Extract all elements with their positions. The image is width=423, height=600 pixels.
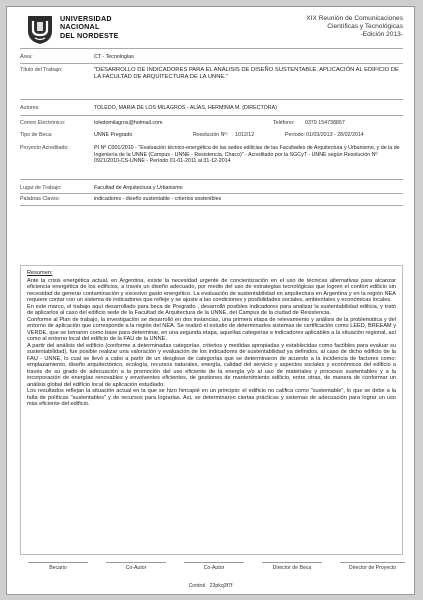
resolucion-label: Resolución Nº:	[193, 132, 228, 138]
palabras-value: indicadores - diseño sustentable - criterios sostenibles	[94, 196, 222, 202]
proyecto-value: PI Nº C001/2010 - "Evaluación técnico-energética de las sedes edilicias de las Facultades de Arquitectura y Urbanismo, y de la de Ingeniería de la UNNE (Campus - UNNE - Resistencia, Chaco)" - Acreditado por la SGCyT - UNNE según Resolución Nº 0921/2010-CS-UNNE - Período 01-01-2011 al 31-12-2014	[94, 145, 400, 164]
divider	[20, 115, 403, 116]
resumen-paragraph: Ante la crisis energética actual, en Argentina, existe la necesidad urgente de concientización en el uso de técnicas alternativas para alcanzar eficiencia energética de los edificios, a través un diseño adecuado, por medio del uso de estrategias tecnológicas que logren el confort edilicio sin necesidad de generar contaminación y excesivo gasto energético. La evaluación de sustentabilidad en arquitectura en Argentina y en la región NEA requiere contar con un sistema de indicadores que refleje y se ajuste a las condiciones y posibilidades sociales, ambientales y económicas locales.	[27, 277, 396, 303]
header	[7, 7, 414, 47]
document-page	[6, 6, 415, 595]
telefono-label: Teléfono:	[273, 120, 295, 126]
event-line: Científicas y Tecnológicas	[327, 23, 403, 30]
divider	[20, 48, 403, 49]
signature-row	[20, 562, 403, 574]
university-line: UNIVERSIDAD	[60, 14, 112, 23]
university-line: DEL NORDESTE	[60, 30, 119, 40]
signature-director-proyecto: Director de Proyecto	[340, 562, 405, 571]
resumen-paragraph: A partir del análisis del edificio (conforme a determinadas categorías, criterios y medidas apropiadas y establecidas como factibles para evaluar su sustentabilidad), fue posible realizar una valoración y evaluación de los indicadores de sustentabilidad ya definidos, al caso de dicho edificio de la FAU - UNNE, lo cual se llevó a cabo a partir de un desglose de categorías que se determinaron de acuerdo a la incidencia de factores como: emplazamiento, diseño arquitectónico, ecología, recursos naturales, energía, calidad del servicio y aspectos sociales y económicos del edificio a través de su grado de adecuación a la promoción del uso eficiente de la energía y/o al uso de materiales y procesos sustentables y a la incorporación de energías renovables y envolventes eficientes, de gestiones de mantenimiento edilicio, entre otras, de manera de conformar un análisis global del edificio local de aplicación estudiado.	[27, 342, 396, 388]
event-title	[306, 15, 403, 39]
area-value: CT - Tecnologías	[94, 54, 134, 60]
signature-becario: Becario	[28, 562, 88, 571]
correo-value: toledomilagros@hotmail.com	[94, 120, 163, 126]
control-label: Control	[188, 583, 206, 589]
area-label: Área:	[20, 54, 33, 60]
university-name	[60, 15, 119, 40]
signature-co-autor-2: Co-Autor	[184, 562, 244, 571]
control-code	[7, 583, 414, 589]
resolucion-value: 1012/12	[235, 132, 255, 138]
titulo-value: "DESARROLLO DE INDICADORES PARA EL ANÁLISIS DE DISEÑO SUSTENTABLE. APLICACIÓN AL EDIFICIO DE LA FACULTAD DE ARQUITECTURA DE LA UNNE."	[94, 67, 399, 80]
tipo-beca-value: UNNE Pregrado	[94, 132, 133, 138]
proyecto-label: Proyecto Acreditado:	[20, 145, 69, 151]
tipo-beca-label: Tipo de Beca:	[20, 132, 53, 138]
university-line: NACIONAL	[60, 22, 100, 32]
proyecto-row	[20, 145, 403, 175]
divider	[20, 99, 403, 100]
titulo-label: Título del Trabajo:	[20, 67, 63, 73]
autores-value: TOLEDO, MARIA DE LOS MILAGROS - ALÍAS, HERMINIA M. (DIRECTORA)	[94, 105, 277, 111]
palabras-label: Palabras Claves:	[20, 196, 61, 202]
resumen-title: Resumen:	[27, 270, 53, 276]
resumen-paragraph: Conforme al Plan de trabajo, la investigación se desarrolló en dos instancias, una primera etapa de relevamiento y análisis de la problemática y del entorno de aplicación que corresponde a la región del NEA. Se realizó el estudio de determinados sistemas de certificación como LEED, BREEAM y VERDE, que se tomaron como base para determinar, en una segunda etapa, aquellas categorías e indicadores aplicables a la situación regional, así como al entorno local del edificio de la FAU de la UNNE.	[27, 316, 396, 342]
resumen-paragraph: En este marco, el trabajo aquí desarrollado para beca de Pregrado , desarrolló posibles indicadores para analizar la sustentabilidad edilicia, y trató de aplicarlos al caso del edificio sede de la Facultad de Arquitectura de la UNNE, del Campus de la ciudad de Resistencia.	[27, 303, 396, 316]
lugar-label: Lugar de Trabajo:	[20, 185, 62, 191]
lugar-value: Facultad de Arquitectura y Urbanismo	[94, 185, 183, 191]
periodo-label: Período:	[285, 132, 306, 138]
telefono-value: 0379 154738867	[305, 120, 345, 126]
signature-director-beca: Director de Beca	[262, 562, 322, 571]
resumen-paragraph: Los resultados reflejan la situación actual en la que se hizo hincapié en un principio: el edificio no califica como "sustentable", lo que se debe a la falta de políticas "sustentables" y de recursos para lograrlas. Así, se determinaron ciertas prácticas y sistemas de adecuación para lograr un uso más eficiente del edificio.	[27, 388, 396, 407]
periodo-value: 01/03/2013 - 28/02/2014	[306, 132, 364, 138]
divider	[20, 179, 403, 180]
divider	[20, 63, 403, 64]
titulo-row	[20, 67, 403, 85]
resumen-box	[20, 265, 403, 555]
divider	[20, 193, 403, 194]
unne-logo-icon	[26, 14, 54, 45]
autores-label: Autores:	[20, 105, 40, 111]
divider	[20, 205, 403, 206]
signature-co-autor-1: Co-Autor	[106, 562, 166, 571]
control-value: 23pkq3f7f	[209, 583, 233, 589]
event-line: -Edición 2013-	[360, 31, 403, 38]
correo-label: Correo Electrónico:	[20, 120, 66, 126]
event-line: XIX Reunión de Comunicaciones	[306, 15, 403, 22]
